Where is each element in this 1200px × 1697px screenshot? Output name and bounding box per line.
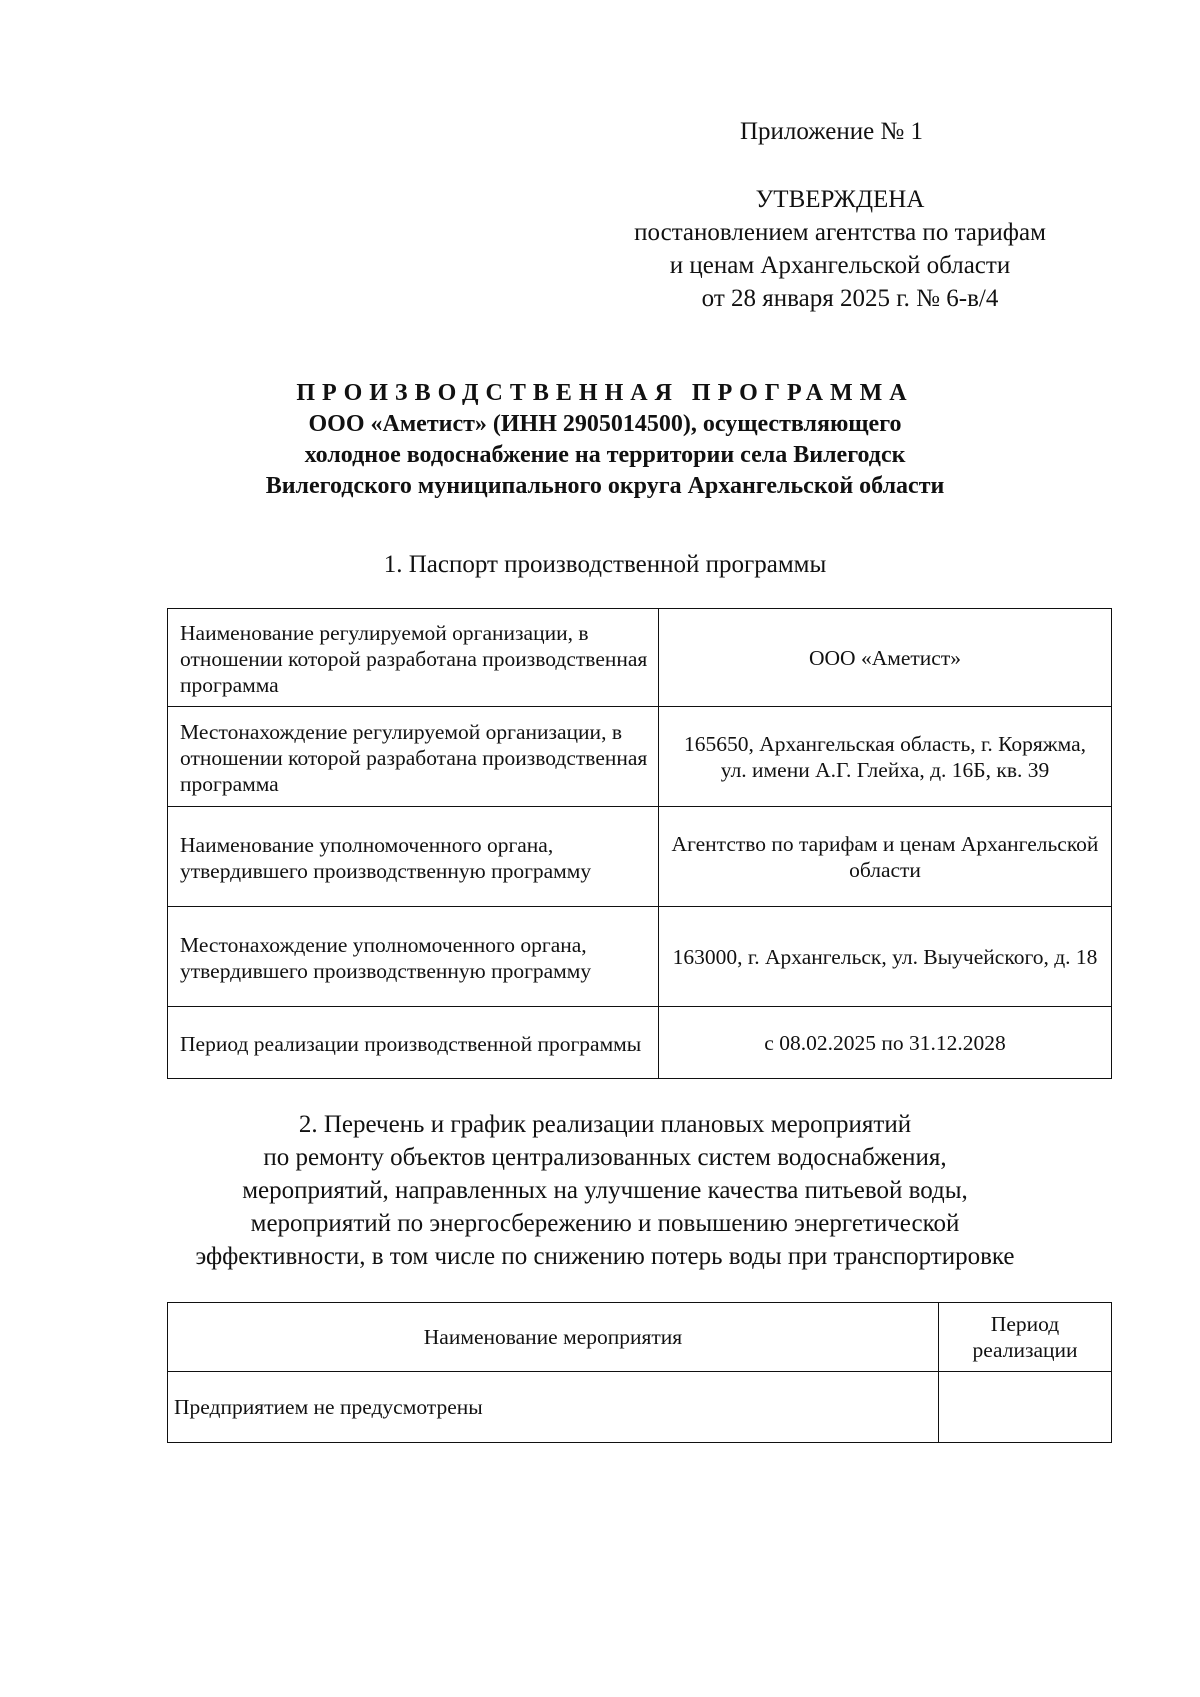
approved-line-2: и ценам Архангельской области [669, 252, 1011, 279]
program-title-line-1: ПРОИЗВОДСТВЕННАЯ ПРОГРАММА [296, 380, 914, 406]
annex-number: Приложение № 1 [740, 118, 924, 145]
passport-table [167, 608, 1112, 1079]
passport-label: Местонахождение регулируемой организации, в отношении которой разработана производственная программа [168, 707, 659, 807]
section-2-heading-line-1: 2. Перечень и график реализации плановых мероприятий [298, 1111, 912, 1138]
column-header-name: Наименование мероприятия [168, 1303, 939, 1372]
passport-label: Наименование регулируемой организации, в отношении которой разработана производственная программа [168, 609, 659, 707]
table-row [168, 1007, 1112, 1079]
passport-value: с 08.02.2025 по 31.12.2028 [659, 1007, 1112, 1079]
event-period-cell [939, 1372, 1112, 1443]
section-2-heading [160, 1108, 1050, 1273]
approval-stamp [600, 183, 1080, 315]
events-table [167, 1302, 1112, 1443]
table-row [168, 707, 1112, 807]
table-row [168, 907, 1112, 1007]
passport-label: Местонахождение уполномоченного органа, утвердившего производственную программу [168, 907, 659, 1007]
program-title-line-3: холодное водоснабжение на территории села Вилегодск [304, 442, 906, 468]
passport-value: Агентство по тарифам и ценам Архангельской области [659, 807, 1112, 907]
section-1-heading: 1. Паспорт производственной программы [383, 551, 827, 578]
table-header-row [168, 1303, 1112, 1372]
approved-line-3: от 28 января 2025 г. № 6-в/4 [701, 285, 999, 312]
event-name-cell: Предприятием не предусмотрены [168, 1372, 939, 1443]
program-title [160, 378, 1050, 502]
section-2-heading-line-4: мероприятий по энергосбережению и повышению энергетической [250, 1210, 960, 1237]
passport-value: 165650, Архангельская область, г. Коряжма, ул. имени А.Г. Глейха, д. 16Б, кв. 39 [659, 707, 1112, 807]
approved-line-1: постановлением агентства по тарифам [634, 219, 1046, 246]
section-2-heading-line-3: мероприятий, направленных на улучшение качества питьевой воды, [242, 1177, 968, 1204]
passport-value: ООО «Аметист» [659, 609, 1112, 707]
approved-label: УТВЕРЖДЕНА [755, 186, 925, 213]
table-row [168, 807, 1112, 907]
program-title-line-4: Вилегодского муниципального округа Архангельской области [265, 473, 945, 499]
column-header-period: Период реализации [939, 1303, 1112, 1372]
passport-label: Период реализации производственной программы [168, 1007, 659, 1079]
section-2-heading-line-2: по ремонту объектов централизованных систем водоснабжения, [263, 1144, 947, 1171]
table-row [168, 1372, 1112, 1443]
passport-value: 163000, г. Архангельск, ул. Выучейского, д. 18 [659, 907, 1112, 1007]
passport-label: Наименование уполномоченного органа, утвердившего производственную программу [168, 807, 659, 907]
program-title-line-2: ООО «Аметист» (ИНН 2905014500), осуществляющего [308, 411, 902, 437]
section-2-heading-line-5: эффективности, в том числе по снижению потерь воды при транспортировке [195, 1243, 1015, 1270]
table-row [168, 609, 1112, 707]
